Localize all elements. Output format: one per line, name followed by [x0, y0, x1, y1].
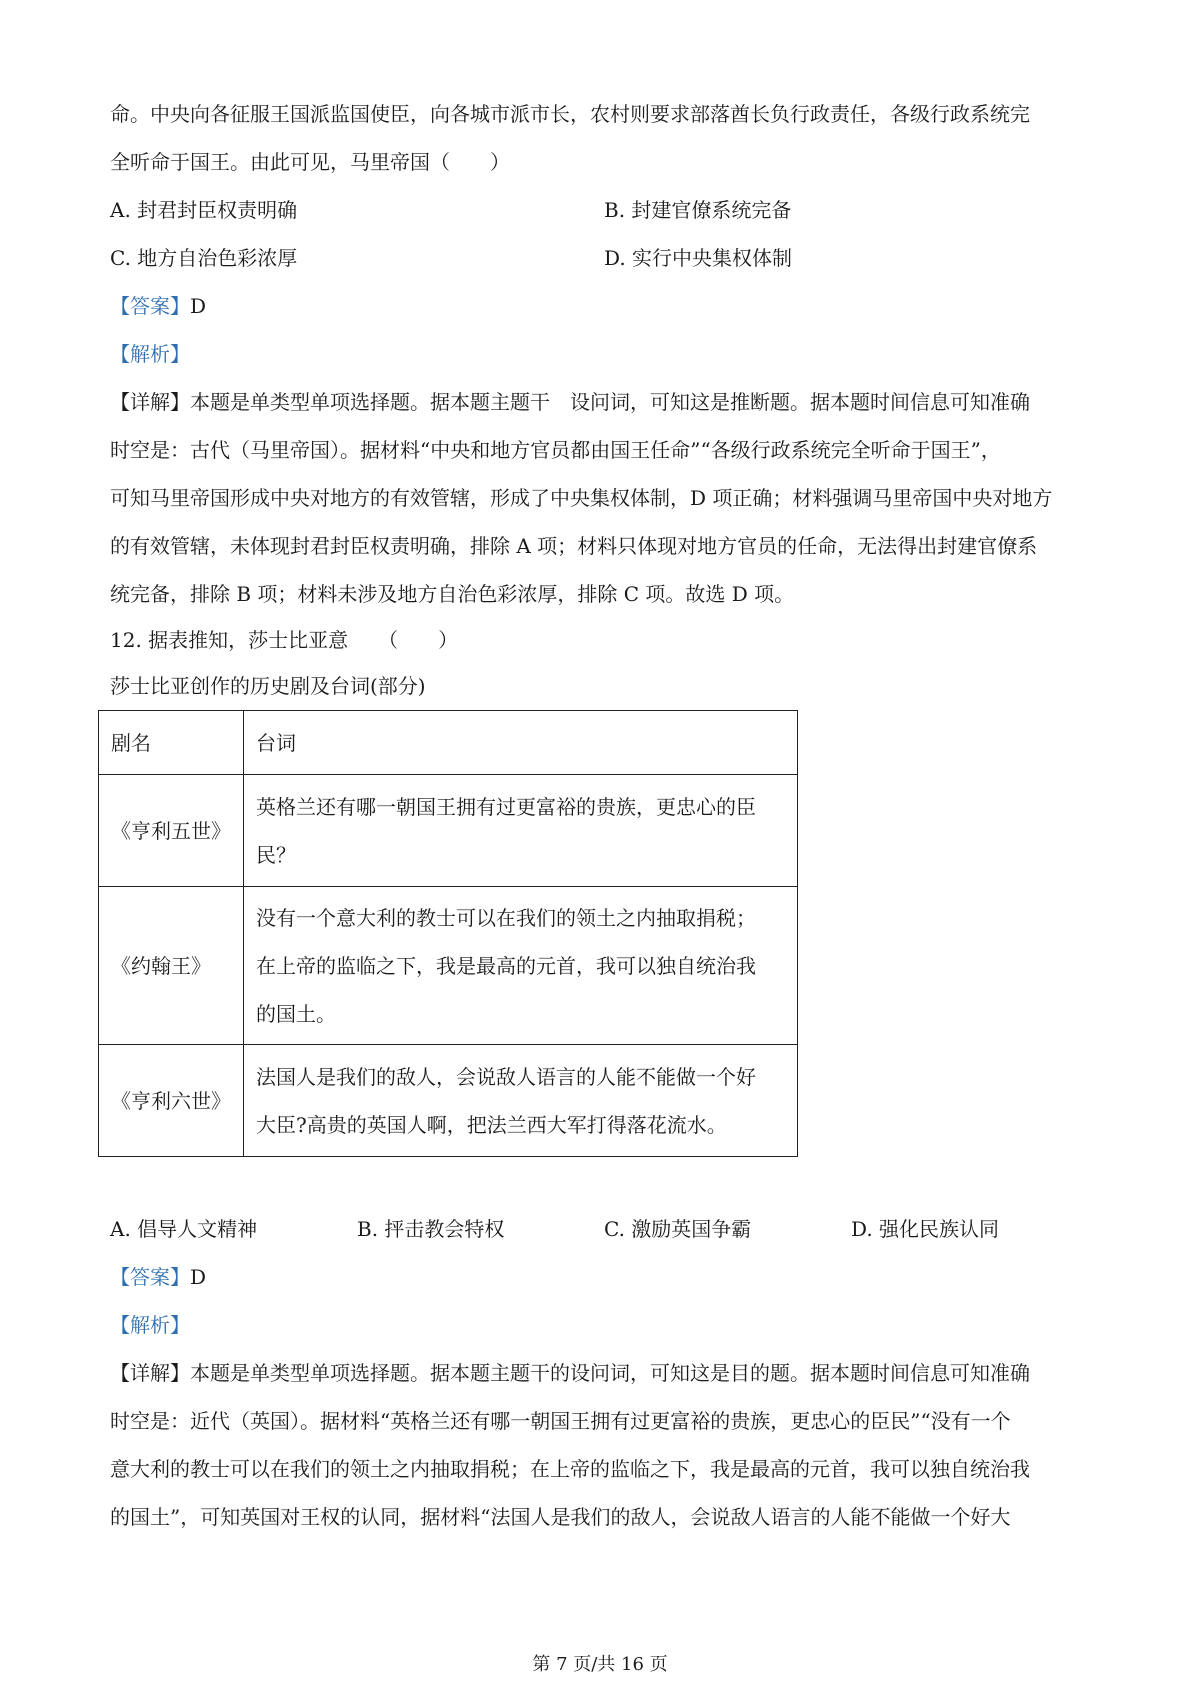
q12-analysis	[110, 1310, 190, 1340]
q11-option-b: B. 封建官僚系统完备	[604, 198, 792, 222]
q11-analysis	[110, 339, 190, 369]
quote-line: 没有一个意大利的教士可以在我们的领土之内抽取捐税；	[256, 905, 756, 930]
quote-line: 在上帝的监临之下，我是最高的元首，我可以独自统治我	[256, 953, 756, 978]
q11-detail-text-1: 本题是单类型单项选择题。据本题主题干 设问词，可知这是推断题。据本题时间信息可知准确	[190, 390, 1030, 414]
q11-answer	[110, 291, 206, 321]
q12-answer-tag: 【答案】	[110, 1265, 190, 1289]
quote-line: 的国土。	[256, 1001, 336, 1026]
q11-detail-line-1	[110, 387, 1030, 417]
quote-line: 大臣?高贵的英国人啊，把法兰西大军打得落花流水。	[256, 1112, 727, 1137]
q12-option-d: D. 强化民族认同	[851, 1217, 1000, 1241]
table-cell-play: 《亨利五世》	[99, 775, 244, 887]
table-row	[99, 887, 798, 1045]
q12-option-c: C. 激励英国争霸	[604, 1217, 752, 1241]
q12-answer-value: D	[190, 1265, 207, 1289]
q12-table	[98, 710, 798, 1157]
table-cell-play: 《亨利六世》	[99, 1045, 244, 1157]
page-number-footer: 第 7 页/共 16 页	[532, 1654, 668, 1675]
table-row	[99, 775, 798, 887]
q11-detail-tag: 【详解】	[110, 390, 190, 414]
q11-detail-line-3: 可知马里帝国形成中央对地方的有效管辖，形成了中央集权体制，D 项正确；材料强调马里帝国中央对地方	[110, 486, 1053, 510]
table-cell-quote	[244, 887, 798, 1045]
q11-stem-line-2: 全听命于国王。由此可见，马里帝国（ ）	[110, 150, 510, 174]
q12-analysis-tag: 【解析】	[110, 1313, 190, 1337]
q11-detail-line-5: 统完备，排除 B 项；材料未涉及地方自治色彩浓厚，排除 C 项。故选 D 项。	[110, 582, 795, 606]
q11-stem-line-1: 命。中央向各征服王国派监国使臣，向各城市派市长，农村则要求部落酋长负行政责任，各级行政系统完	[110, 102, 1030, 126]
q11-detail-line-2: 时空是：古代（马里帝国）。据材料“中央和地方官员都由国王任命”“各级行政系统完全听命于国王”，	[110, 438, 1001, 462]
q12-detail-line-3: 意大利的教士可以在我们的领土之内抽取捐税；在上帝的监临之下，我是最高的元首，我可以独自统治我	[110, 1457, 1030, 1481]
q11-option-a: A. 封君封臣权责明确	[110, 198, 298, 222]
q11-answer-tag: 【答案】	[110, 294, 190, 318]
q12-stem: 12. 据表推知，莎士比亚意 （ ）	[110, 628, 459, 652]
q12-option-b: B. 抨击教会特权	[357, 1217, 505, 1241]
quote-line: 英格兰还有哪一朝国王拥有过更富裕的贵族，更忠心的臣	[256, 794, 756, 819]
table-cell-play: 《约翰王》	[99, 887, 244, 1045]
table-row	[99, 1045, 798, 1157]
table-header-row	[99, 711, 798, 775]
q12-detail-line-2: 时空是：近代（英国）。据材料“英格兰还有哪一朝国王拥有过更富裕的贵族，更忠心的臣民”“没有一个	[110, 1409, 1011, 1433]
q12-detail-text-1: 本题是单类型单项选择题。据本题主题干的设问词，可知这是目的题。据本题时间信息可知准确	[190, 1361, 1030, 1385]
quote-line: 民？	[256, 842, 296, 867]
q12-answer	[110, 1262, 206, 1292]
q12-detail-line-4: 的国土”，可知英国对王权的认同，据材料“法国人是我们的敌人，会说敌人语言的人能不能做一个好大	[110, 1505, 1011, 1529]
table-header-lines: 台词	[244, 711, 798, 775]
table-cell-quote	[244, 775, 798, 887]
q11-option-d: D. 实行中央集权体制	[604, 246, 793, 270]
q12-table-caption: 莎士比亚创作的历史剧及台词(部分)	[110, 674, 426, 698]
q11-analysis-tag: 【解析】	[110, 342, 190, 366]
q12-detail-tag: 【详解】	[110, 1361, 190, 1385]
table-header-name: 剧名	[99, 711, 244, 775]
q11-answer-value: D	[190, 294, 207, 318]
quote-line: 法国人是我们的敌人，会说敌人语言的人能不能做一个好	[256, 1064, 756, 1089]
q12-option-a: A. 倡导人文精神	[110, 1217, 258, 1241]
q11-detail-line-4: 的有效管辖，未体现封君封臣权责明确，排除 A 项；材料只体现对地方官员的任命，无法得出封建官僚系	[110, 534, 1038, 558]
table-cell-quote	[244, 1045, 798, 1157]
q12-detail-line-1	[110, 1358, 1030, 1388]
q11-option-c: C. 地方自治色彩浓厚	[110, 246, 298, 270]
